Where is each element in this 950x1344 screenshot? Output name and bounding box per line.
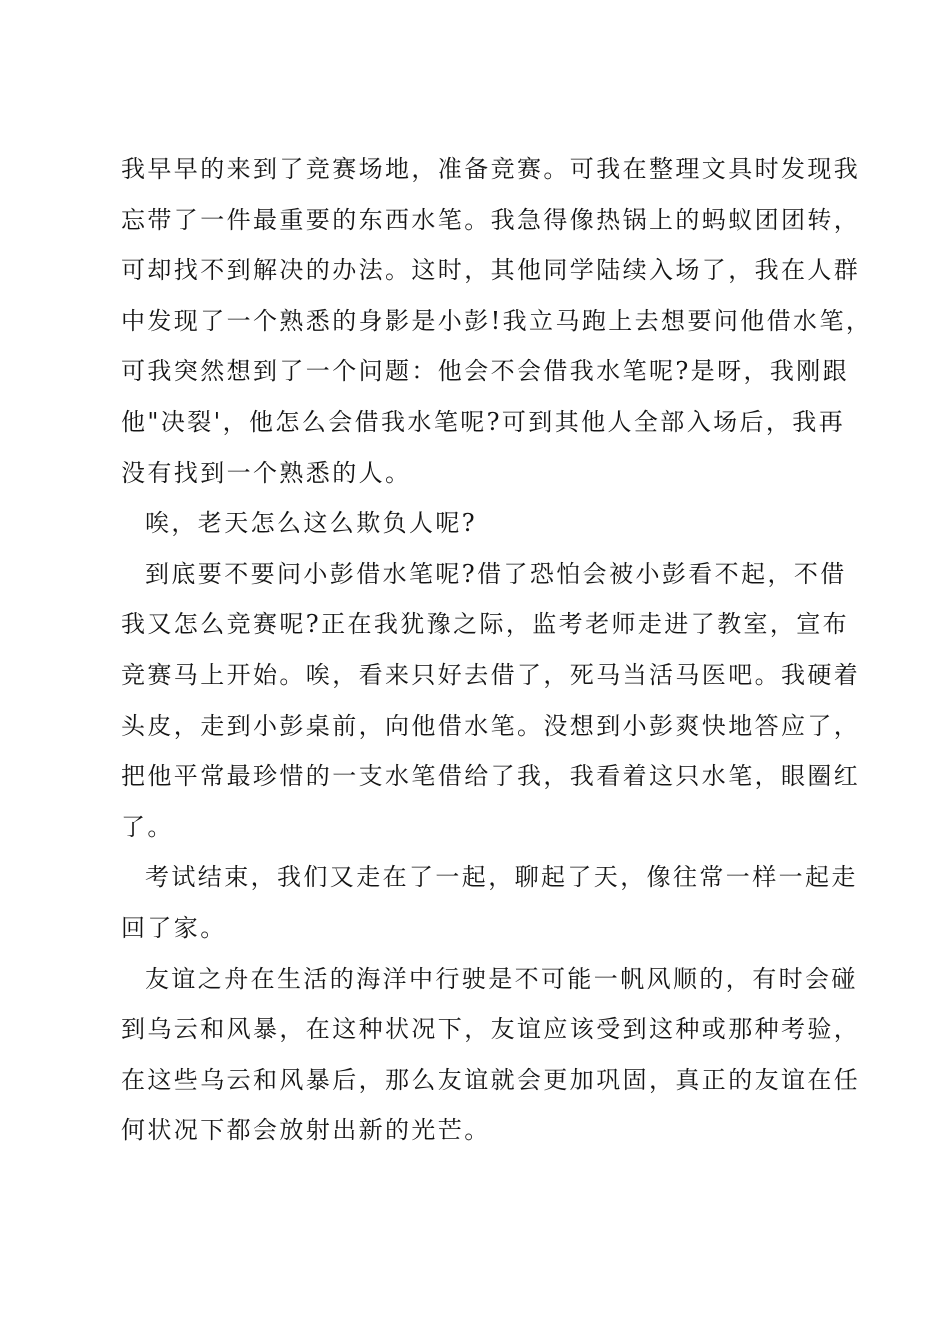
paragraph-line: 友谊之舟在生活的海洋中行驶是不可能一帆风顺的，有时会碰 <box>145 964 858 993</box>
paragraph-line: 我又怎么竞赛呢?正在我犹豫之际，监考老师走进了教室，宣布 <box>121 610 850 639</box>
paragraph-line: 忘带了一件最重要的东西水笔。我急得像热锅上的蚂蚁团团转， <box>121 205 861 234</box>
paragraph-line: 回了家。 <box>121 913 227 942</box>
paragraph-line: 可我突然想到了一个问题：他会不会借我水笔呢?是呀，我刚跟 <box>121 357 850 386</box>
paragraph-line: 没有找到一个熟悉的人。 <box>121 458 412 487</box>
paragraph-line: 在这些乌云和风暴后，那么友谊就会更加巩固，真正的友谊在任 <box>121 1065 861 1094</box>
paragraph-line: 考试结束，我们又走在了一起，聊起了天，像往常一样一起走 <box>145 863 858 892</box>
paragraph-line: 到乌云和风暴，在这种状况下，友谊应该受到这种或那种考验， <box>121 1015 861 1044</box>
paragraph-2 <box>121 498 841 549</box>
paragraph-line: 唉，老天怎么这么欺负人呢? <box>145 509 478 538</box>
paragraph-3 <box>121 549 861 853</box>
paragraph-line: 把他平常最珍惜的一支水笔借给了我，我看着这只水笔，眼圈红 <box>121 762 861 791</box>
paragraph-line: 他"决裂'，他怎么会借我水笔呢?可到其他人全部入场后，我再 <box>121 407 846 436</box>
paragraph-5 <box>121 954 861 1156</box>
paragraph-line: 何状况下都会放射出新的光芒。 <box>121 1116 491 1145</box>
paragraph-line: 头皮，走到小彭桌前，向他借水笔。没想到小彭爽快地答应了， <box>121 711 861 740</box>
paragraph-line: 中发现了一个熟悉的身影是小彭!我立马跑上去想要问他借水笔， <box>121 306 873 335</box>
essay-body <box>121 144 873 1156</box>
paragraph-line: 可却找不到解决的办法。这时，其他同学陆续入场了，我在人群 <box>121 256 861 285</box>
paragraph-1 <box>121 144 873 498</box>
paragraph-line: 竞赛马上开始。唉，看来只好去借了，死马当活马医吧。我硬着 <box>121 660 861 689</box>
paragraph-line: 我早早的来到了竞赛场地，准备竞赛。可我在整理文具时发现我 <box>121 155 861 183</box>
paragraph-line: 了。 <box>121 812 174 841</box>
paragraph-line: 到底要不要问小彭借水笔呢?借了恐怕会被小彭看不起，不借 <box>145 559 847 588</box>
paragraph-4 <box>121 852 858 953</box>
